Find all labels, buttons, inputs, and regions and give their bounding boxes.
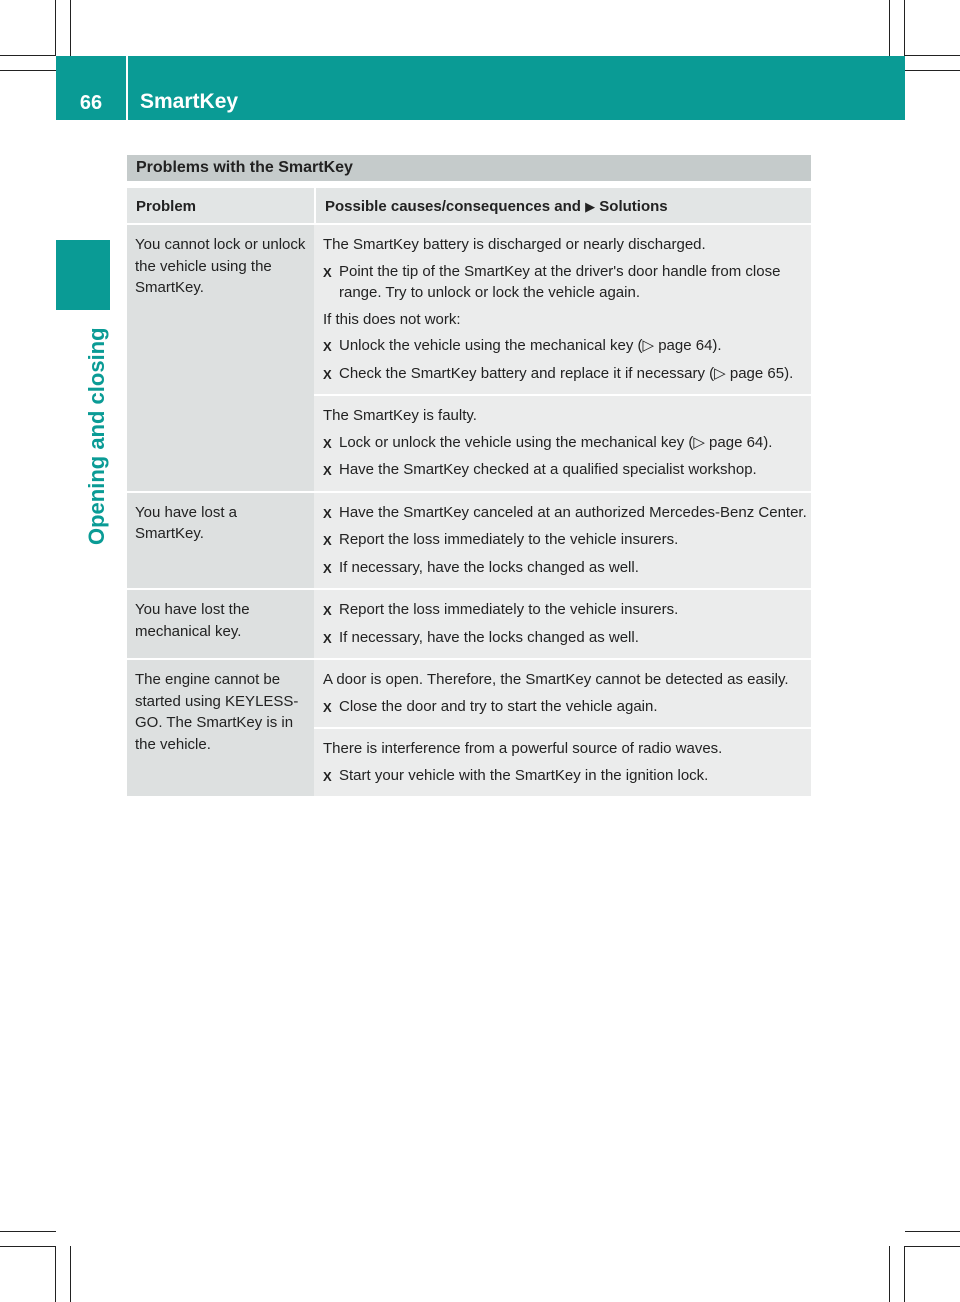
solution-step [323,335,807,358]
crop-mark [0,1231,56,1232]
step-text: Have the SmartKey checked at a qualified specialist workshop. [339,461,757,478]
table-row [127,588,811,658]
cause-block [314,394,811,491]
solution-cell [314,493,811,589]
step-text: Check the SmartKey battery and replace it if necessary (▷ page 65). [339,364,794,382]
crop-mark [0,1246,56,1247]
crop-mark [889,0,890,56]
table-row [127,658,811,796]
step-text: Close the door and try to start the vehicle again. [339,697,658,715]
crop-mark [70,1246,71,1302]
arrow-icon: ▶ [585,199,596,214]
step-marker-icon: X [323,699,332,715]
step-marker-icon: X [323,505,332,521]
solution-step [323,765,807,788]
step-text: If necessary, have the locks changed as well. [339,558,639,576]
step-text: Point the tip of the SmartKey at the driver's door handle from close range. Try to unlock or lock the vehicle again. [339,262,781,301]
page-title: SmartKey [140,90,239,113]
table-header [127,188,811,223]
cause-block [314,660,811,727]
crop-mark [889,1246,890,1302]
step-text: If necessary, have the locks changed as well. [339,628,639,646]
solution-step [323,363,807,386]
problem-cell: You have lost the mechanical key. [127,590,314,658]
cause-text: A door is open. Therefore, the SmartKey cannot be detected as easily. [323,671,789,688]
cause-block [314,727,811,796]
cause-block [314,590,811,658]
column-header-label: Solutions [599,198,668,215]
step-marker-icon: X [323,603,332,618]
solution-step [323,696,807,719]
problem-cell: The engine cannot be started using KEYLESS-GO. The SmartKey is in the vehicle. [127,660,314,796]
crop-mark [904,1246,905,1302]
column-header-label: Possible causes/consequences and [325,198,581,215]
note-text: If this does not work: [323,310,461,328]
step-marker-icon: X [323,560,332,576]
solution-step [323,432,807,455]
solution-cell [314,590,811,658]
step-text: Report the loss immediately to the vehicle insurers. [339,601,679,618]
step-text: Unlock the vehicle using the mechanical key (▷ page 64). [339,337,722,354]
step-text: Start your vehicle with the SmartKey in the ignition lock. [339,766,709,784]
table-row [127,223,811,491]
column-header-solutions [314,188,811,223]
step-marker-icon: X [323,630,332,646]
section-tab [56,240,110,310]
step-marker-icon: X [323,264,332,280]
solution-step [323,529,807,552]
step-marker-icon: X [323,463,332,478]
problems-table [127,155,811,796]
solution-step [323,627,807,650]
crop-mark [905,70,960,71]
solution-step [323,557,807,580]
section-label: Opening and closing [84,327,109,545]
cause-block [314,493,811,589]
cause-text: There is interference from a powerful source of radio waves. [323,740,723,757]
crop-mark [0,70,56,71]
crop-mark [55,0,56,56]
step-marker-icon: X [323,768,332,784]
step-marker-icon: X [323,533,332,548]
step-marker-icon: X [323,339,332,354]
crop-mark [0,55,56,56]
crop-mark [905,1246,960,1247]
step-marker-icon: X [323,366,332,382]
solution-step [323,261,807,304]
step-text: Report the loss immediately to the vehicle insurers. [339,531,679,548]
header-divider [126,56,128,120]
crop-mark [55,1246,56,1302]
solution-step [323,502,807,525]
cause-text: The SmartKey battery is discharged or nearly discharged. [323,236,706,253]
table-title: Problems with the SmartKey [127,155,811,181]
problem-cell: You have lost a SmartKey. [127,493,314,589]
problem-cell: You cannot lock or unlock the vehicle using the SmartKey. [127,225,314,491]
step-text: Have the SmartKey canceled at an authorized Mercedes-Benz Center. [339,503,807,521]
crop-mark [905,1231,960,1232]
crop-mark [904,0,905,56]
solution-cell [314,225,811,491]
step-text: Lock or unlock the vehicle using the mechanical key (▷ page 64). [339,433,773,451]
solution-step [323,599,807,622]
page-number: 66 [79,92,103,114]
cause-block [314,225,811,394]
solution-step [323,459,807,482]
solution-cell [314,660,811,796]
column-header-problem: Problem [136,198,197,215]
crop-mark [70,0,71,56]
cause-text: The SmartKey is faulty. [323,407,477,424]
table-row [127,491,811,589]
crop-mark [905,55,960,56]
step-marker-icon: X [323,435,332,451]
